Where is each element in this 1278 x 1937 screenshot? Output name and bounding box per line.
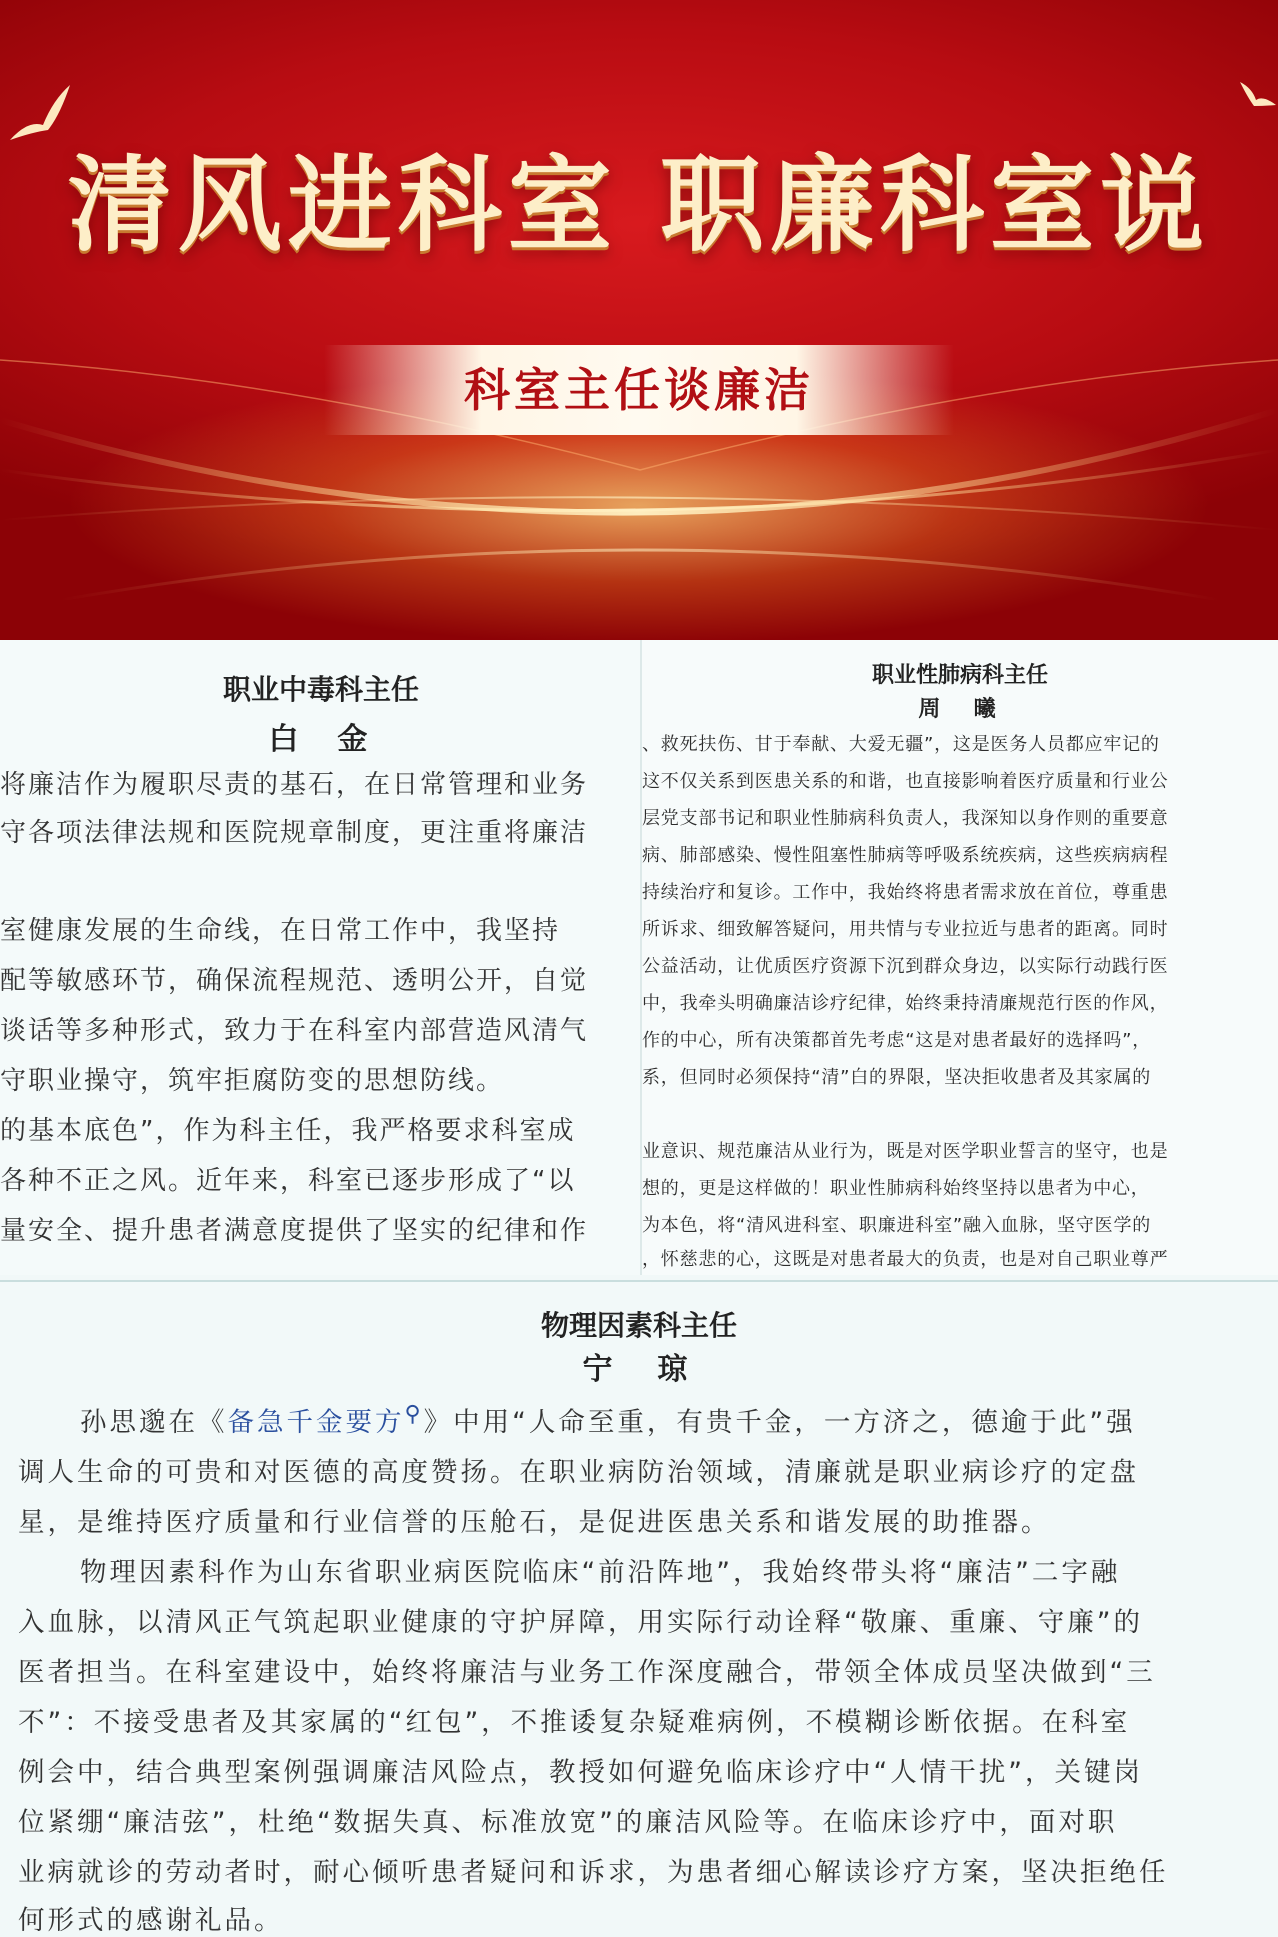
text-line: 不”：不接受患者及其家属的“红包”，不推诿复杂疑难病例，不模糊诊断依据。在科室 <box>18 1707 1131 1738</box>
director-role: 物理因素科主任 <box>540 1309 737 1342</box>
banner-decoration <box>0 0 1278 640</box>
text-line: 公益活动，让优质医疗资源下沉到群众身边，以实际行动践行医 <box>642 956 1169 977</box>
text-line: 量安全、提升患者满意度提供了坚实的纪律和作 <box>0 1216 589 1246</box>
director-name: 周 曦 <box>918 697 1002 722</box>
text-line: 何形式的感谢礼品。 <box>18 1905 284 1936</box>
text-line: 医者担当。在科室建设中，始终将廉洁与业务工作深度融合，带领全体成员坚决做到“三 <box>18 1657 1156 1688</box>
text-line: 守职业操守，筑牢拒腐防变的思想防线。 <box>0 1066 505 1096</box>
text-line: 想的，更是这样做的！职业性肺病科始终坚持以患者为中心， <box>642 1178 1150 1199</box>
article-panel-occupational-lung-disease <box>642 640 1278 1275</box>
text-line: 将廉洁作为履职尽责的基石，在日常管理和业务 <box>0 770 589 800</box>
search-icon[interactable]: ⚲ <box>404 1402 424 1428</box>
article-panel-occupational-poisoning <box>0 640 642 1275</box>
text-line: 病、肺部感染、慢性阻塞性肺病等呼吸系统疾病，这些疾病病程 <box>642 845 1169 866</box>
text-line: ，怀慈悲的心，这既是对患者最大的负责，也是对自己职业尊严 <box>642 1249 1169 1270</box>
header-banner <box>0 0 1278 640</box>
director-name: 白 金 <box>268 722 374 757</box>
text-line <box>80 1400 1136 1439</box>
text-line: 层党支部书记和职业性肺病科负责人，我深知以身作则的重要意 <box>642 808 1169 829</box>
text-line: 业意识、规范廉洁从业行为，既是对医学职业誓言的坚守，也是 <box>642 1141 1169 1162</box>
text-line: 中，我牵头明确廉洁诊疗纪律，始终秉持清廉规范行医的作风， <box>642 993 1169 1014</box>
text-line: 、救死扶伤、甘于奉献、大爱无疆”，这是医务人员都应牢记的 <box>642 734 1160 755</box>
text-line: 调人生命的可贵和对医德的高度赞扬。在职业病防治领域，清廉就是职业病诊疗的定盘 <box>18 1457 1139 1488</box>
text-line: 业病就诊的劳动者时，耐心倾听患者疑问和诉求，为患者细心解读诊疗方案，坚决拒绝任 <box>18 1857 1169 1888</box>
text-line: 系，但同时必须保持“清”白的界限，坚决拒收患者及其家属的 <box>642 1067 1152 1088</box>
text-segment: 孙思邈在《 <box>80 1407 228 1438</box>
text-line: 配等敏感环节，确保流程规范、透明公开，自觉 <box>0 966 589 996</box>
text-line: 入血脉，以清风正气筑起职业健康的守护屏障，用实际行动诠释“敬廉、重廉、守廉”的 <box>18 1607 1143 1638</box>
banner-subtitle: 科室主任谈廉洁 <box>324 345 954 435</box>
text-line: 守各项法律法规和医院规章制度，更注重将廉洁 <box>0 818 589 848</box>
text-line: 物理因素科作为山东省职业病医院临床“前沿阵地”，我始终带头将“廉洁”二字融 <box>80 1557 1121 1588</box>
text-line: 所诉求、细致解答疑问，用共情与专业拉近与患者的距离。同时 <box>642 919 1169 940</box>
text-line: 的基本底色”，作为科主任，我严格要求科室成 <box>0 1116 576 1146</box>
director-role: 职业性肺病科主任 <box>871 663 1048 688</box>
text-line: 室健康发展的生命线，在日常工作中，我坚持 <box>0 916 561 946</box>
director-role: 职业中毒科主任 <box>222 673 419 706</box>
banner-subtitle-bar <box>0 345 1278 435</box>
text-line: 作的中心，所有决策都首先考虑“这是对患者最好的选择吗”， <box>642 1030 1152 1051</box>
text-line: 持续治疗和复诊。工作中，我始终将患者需求放在首位，尊重患 <box>642 882 1169 903</box>
text-line: 谈话等多种形式，致力于在科室内部营造风清气 <box>0 1016 589 1046</box>
text-line: 各种不正之风。近年来，科室已逐步形成了“以 <box>0 1166 576 1196</box>
banner-title: 清风进科室 职廉科室说 <box>67 143 1211 266</box>
bird-icon <box>1238 80 1278 120</box>
director-name: 宁 琼 <box>582 1352 696 1387</box>
text-line: 为本色，将“清风进科室、职廉进科室”融入血脉，坚守医学的 <box>642 1215 1152 1236</box>
text-line: 星，是维持医疗质量和行业信誉的压舱石，是促进医患关系和谐发展的助推器。 <box>18 1507 1051 1538</box>
text-segment: 》中用“人命至重，有贵千金，一方济之，德逾于此”强 <box>423 1407 1136 1438</box>
text-line: 这不仅关系到医患关系的和谐，也直接影响着医疗质量和行业公 <box>642 771 1169 792</box>
book-link[interactable]: 备急千金要方 <box>227 1407 405 1438</box>
text-line: 位紧绷“廉洁弦”，杜绝“数据失真、标准放宽”的廉洁风险等。在临床诊疗中，面对职 <box>18 1807 1118 1838</box>
text-line: 例会中，结合典型案例强调廉洁风险点，教授如何避免临床诊疗中“人情干扰”，关键岗 <box>18 1757 1143 1788</box>
article-panel-physical-factors <box>0 1280 1278 1936</box>
